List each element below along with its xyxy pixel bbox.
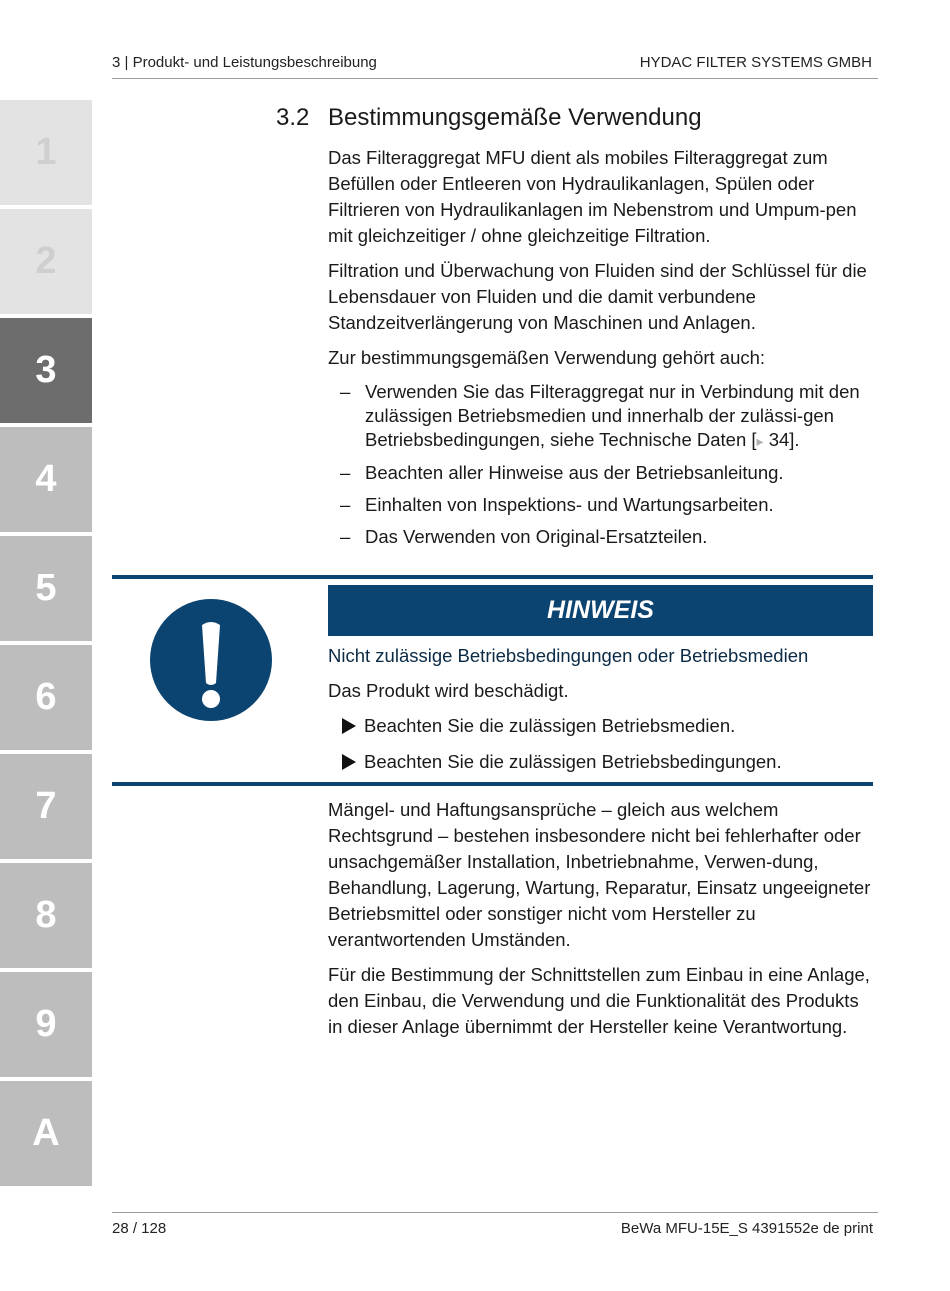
chapter-tab-7[interactable]: 7 xyxy=(0,754,92,859)
notice-step: Beachten Sie die zulässigen Betriebsmedien. xyxy=(342,715,735,737)
list-item: – Das Verwenden von Original-Ersatzteilen. xyxy=(340,526,708,547)
chapter-title: 3 | Produkt- und Leistungsbeschreibung xyxy=(112,54,377,71)
paragraph: Zur bestimmungsgemäßen Verwendung gehört auch: xyxy=(328,347,766,368)
chapter-tab-4[interactable]: 4 xyxy=(0,427,92,532)
xref-arrow-icon: ▸ xyxy=(756,433,764,449)
chapter-tab-6[interactable]: 6 xyxy=(0,645,92,750)
usage-list xyxy=(328,380,873,549)
paragraph: Mängel- und Haftungsansprüche – gleich aus welchem Rechtsgrund – bestehen insbesondere nicht bei fehlerhafter oder unsachgemäßer Installation, Inbetriebnahme, Verwen-dung, Behandlung, Lagerung, Wartung, Reparatur, Einsatz ungeeigneter Betriebsmittel oder sonstiger nicht vom Hersteller zu verantwortenden Umständen. xyxy=(328,799,871,950)
notice-title: Nicht zulässige Betriebsbedingungen oder Betriebsmedien xyxy=(328,645,809,666)
exclamation-icon xyxy=(150,599,272,721)
list-item: – Verwenden Sie das Filteraggregat nur in Verbindung mit den zulässigen Betriebsmedien und innerhalb der zulässi-gen Betriebsbedingungen, siehe Technische Daten [▸ 34]. xyxy=(340,381,860,450)
chapter-tab-a[interactable]: A xyxy=(0,1081,92,1186)
chapter-tab-9[interactable]: 9 xyxy=(0,972,92,1077)
notice-top-rule xyxy=(112,575,873,579)
chapter-tabs xyxy=(0,100,92,1190)
page-number: 28 / 128 xyxy=(112,1220,167,1237)
chapter-tab-3[interactable]: 3 xyxy=(0,318,92,423)
paragraph: Filtration und Überwachung von Fluiden sind der Schlüssel für die Lebensdauer von Fluiden und die damit verbundene Standzeitverlängerung von Maschinen und Anlagen. xyxy=(328,260,867,333)
chapter-tab-2[interactable]: 2 xyxy=(0,209,92,314)
list-item: – Beachten aller Hinweise aus der Betriebsanleitung. xyxy=(340,462,784,483)
page-header xyxy=(112,52,878,79)
chapter-tab-8[interactable]: 8 xyxy=(0,863,92,968)
paragraph: Das Filteraggregat MFU dient als mobiles Filteraggregat zum Befüllen oder Entleeren von Hydraulikanlagen, Spülen oder Filtrieren von Hydraulikanlagen im Nebenstrom und Umpum-pen mit gleichzeitiger / ohne gleichzeitige Filtration. xyxy=(328,147,857,246)
xref-link[interactable]: 34 xyxy=(768,429,790,450)
document-id: BeWa MFU-15E_S 4391552e de print xyxy=(620,1220,873,1237)
section-number: 3.2 xyxy=(276,104,310,131)
paragraph: Für die Bestimmung der Schnittstellen zum Einbau in eine Anlage, den Einbau, die Verwendung und die Funktionalität des Produkts in dieser Anlage übernimmt der Hersteller keine Verantwortung. xyxy=(328,964,870,1037)
triangle-right-icon xyxy=(342,718,356,734)
section-title: Bestimmungsgemäße Verwendung xyxy=(328,104,702,131)
chapter-tab-1[interactable]: 1 xyxy=(0,100,92,205)
triangle-right-icon xyxy=(342,754,356,770)
section-body-top xyxy=(328,145,873,557)
section-heading xyxy=(276,104,702,132)
page-footer xyxy=(112,1212,878,1237)
list-item: – Einhalten von Inspektions- und Wartungsarbeiten. xyxy=(340,494,774,515)
notice-step: Beachten Sie die zulässigen Betriebsbedingungen. xyxy=(342,751,782,773)
section-body-bottom xyxy=(328,797,873,1049)
notice-consequence: Das Produkt wird beschädigt. xyxy=(328,680,569,701)
notice-bottom-rule xyxy=(112,782,873,786)
notice-label: HINWEIS xyxy=(328,585,873,636)
chapter-tab-5[interactable]: 5 xyxy=(0,536,92,641)
company-name: HYDAC FILTER SYSTEMS GMBH xyxy=(639,54,872,71)
notice-box xyxy=(112,575,873,787)
